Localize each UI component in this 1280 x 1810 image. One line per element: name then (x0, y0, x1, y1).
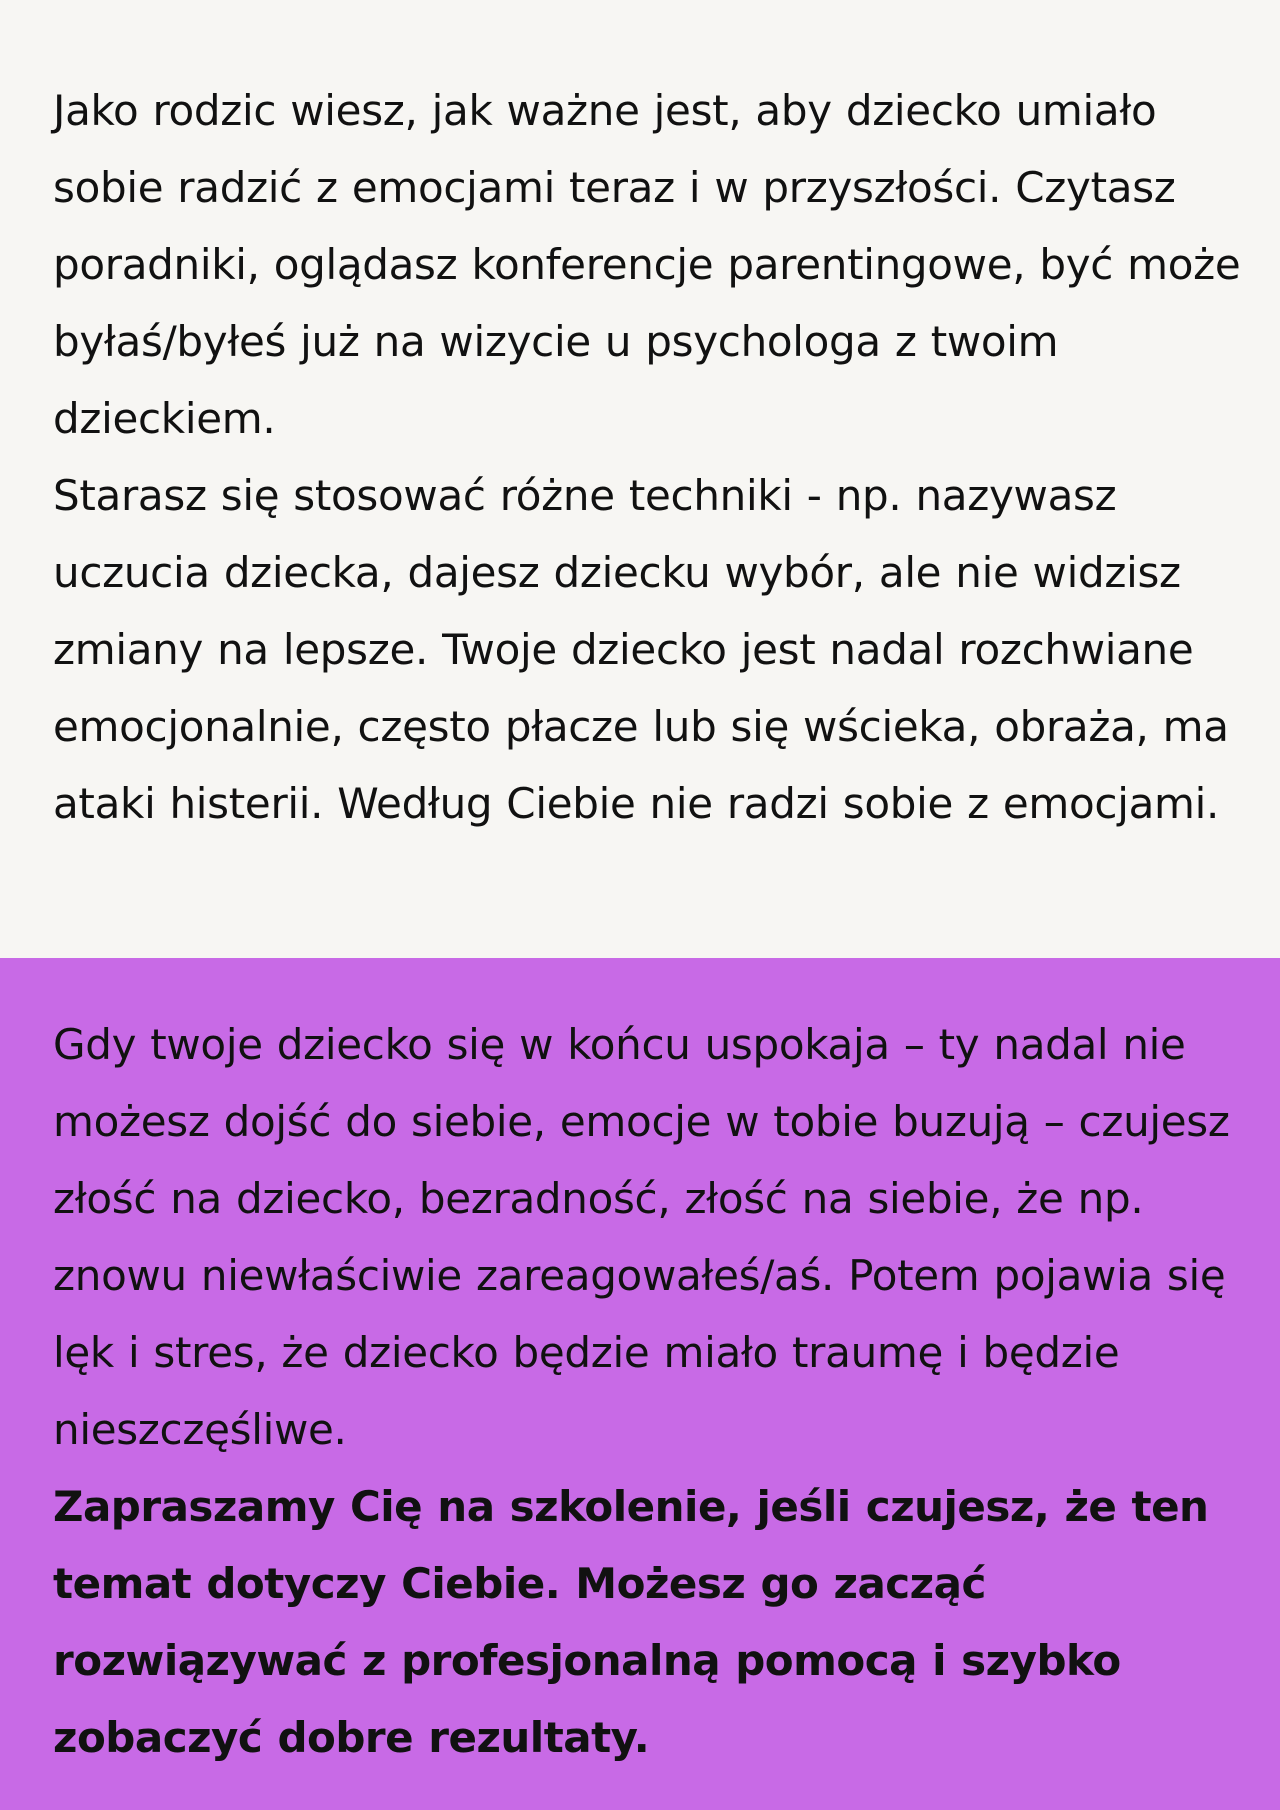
call-to-action-text-block (53, 1006, 1268, 1776)
call-to-action-section (0, 958, 1280, 1810)
intro-text-block (53, 72, 1268, 842)
invitation-paragraph: Zapraszamy Cię na szkolenie, jeśli czujesz, że ten temat dotyczy Ciebie. Możesz go zacząć rozwiązywać z profesjonalną pomocą i szybko zobaczyć dobre rezultaty. (53, 1482, 1209, 1762)
intro-paragraph-2: Starasz się stosować różne techniki - np. nazywasz uczucia dziecka, dajesz dziecku wybór, ale nie widzisz zmiany na lepsze. Twoje dziecko jest nadal rozchwiane emocjonalnie, często płacze lub się wścieka, obraża, ma ataki histerii. Według Ciebie nie radzi sobie z emocjami. (53, 471, 1229, 828)
problem-paragraph: Gdy twoje dziecko się w końcu uspokaja – ty nadal nie możesz dojść do siebie, emocje w tobie buzują – czujesz złość na dziecko, bezradność, złość na siebie, że np. znowu niewłaściwie zareagowałeś/aś. Potem pojawia się lęk i stres, że dziecko będzie miało traumę i będzie nieszczęśliwe. (53, 1020, 1230, 1454)
intro-paragraph-1: Jako rodzic wiesz, jak ważne jest, aby dziecko umiało sobie radzić z emocjami teraz i w przyszłości. Czytasz poradniki, oglądasz konferencje parentingowe, być może byłaś/byłeś już na wizycie u psychologa z twoim dzieckiem. (53, 86, 1241, 443)
